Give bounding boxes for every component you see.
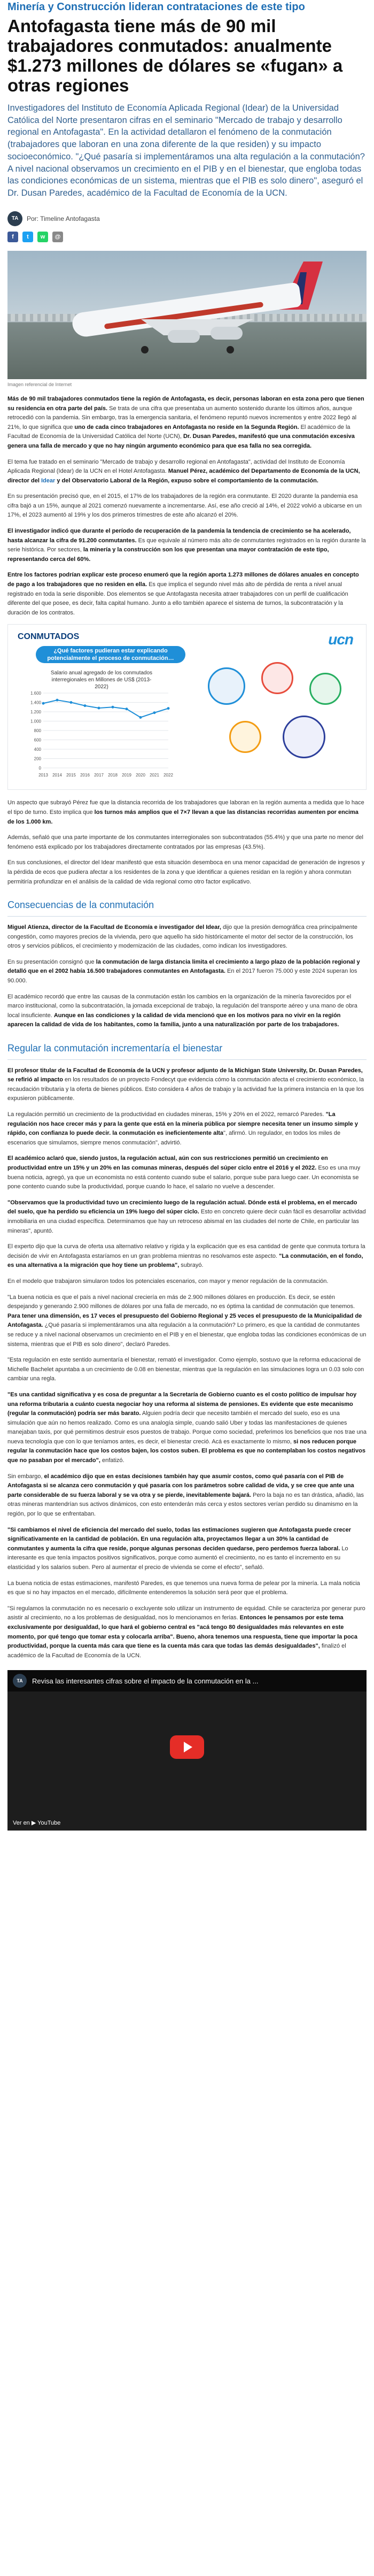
data-point [126, 708, 128, 711]
article-kicker: Minería y Construcción lideran contrataciones de este tipo [7, 1, 305, 13]
paragraph: El académico aclaró que, siendo justos, la regulación actual, aún con sus restricciones permitió un crecimiento en productividad entre un 15% y un 20% en las comunas mineras, después del súper ciclo entre el 2016 y el 2022. Eso es una muy buena noticia, agregó, ya que un economista no está contento cuando sube el salario, porque sube para luego caer. Un economista se pone contento cuando sube la productividad, porque cuando lo hace, el salario no vuelve a descender. [7, 1155, 361, 1190]
y-tick-label: 1.600 [30, 691, 41, 696]
data-point [153, 712, 156, 714]
infographic [7, 624, 367, 790]
y-tick-label: 1.400 [30, 700, 41, 705]
x-tick-label: 2015 [66, 773, 76, 778]
paragraph: La buena noticia de estas estimaciones, manifestó Paredes, es que tenemos una nueva forma de pelear por la minería. La mala noticia es que si no hay impactos en el mercado, difícilmente entenderemos la solución será peor que el problema. [7, 1580, 360, 1596]
chart-title: Salario anual agregado de los conmutados interregionales en Millones de US$ (2013-2022) [50, 670, 153, 690]
author-name[interactable]: Por: Timeline Antofagasta [27, 214, 100, 222]
x-tick-label: 2014 [52, 773, 62, 778]
author-avatar[interactable]: TA [7, 211, 22, 226]
x-tick-label: 2021 [150, 773, 159, 778]
share-bar [7, 232, 367, 242]
x-tick-label: 2020 [136, 773, 145, 778]
paragraph: "Es una cantidad significativa y es cosa de preguntar a la Secretaría de Gobierno cuanto es el costo político de impulsar hoy una reforma tributaria a cuánto cuesta negociar hoy una reforma al sistema de pensiones. Es evidente que este mecanismo (regular la conmutación) podría ser más barato. Alguien podría decir que necesito también el mercado del suelo, eso es una simulación que aún no hemos realizado. Como es una analogía simple, cuando salió Uber y todas las manifestaciones de quienes manejaban taxis, por qué permitimos destruir esos puestos de trabajo. Porque como sociedad, preferimos los beneficios que nos trae una nueva tecnología que con lo que teníamos antes, es decir, el bienestar creció. Acá es exactamente lo mismo, si nos reducen porque regular la conmutación hace que los costos bajen, los costos suben. El problema es que no contemplaban los costos negativos que no pasaban por el mercado", enfatizó. [7, 1391, 367, 1464]
x-tick-label: 2022 [163, 773, 173, 778]
paragraph: En sus conclusiones, el director del Idear manifestó que esta situación desemboca en una menor capacidad de generación de ingresos y la pérdida de ecos que pudiera afectar a los residentes de la zona y que identificar a quienes residan en la región y ahora conmutan permitiría profundizar en el análisis de la calidad de vida regional como otro factor explicativo. [7, 859, 365, 885]
paragraph: Sin embargo, el académico dijo que en estas decisiones también hay que asumir costos, como qué pasaría con el PIB de Antofagasta si se alcanza cero conmutación y qué pasaría con los parámetros sobre calidad de vida, y se cree que ante una parte considerable de su fuerza laboral y se va otra y se pierde, inevitablemente bajará. Pero la baja no es tan drástica, añadió, las otras mineras mantendrían sus activos dinámicos, con esto entenderán más cerca y estos sectores verían perdido su dinamismo en la región, por lo que se enfrentaban. [7, 1473, 364, 1518]
paragraph: El investigador indicó que durante el período de recuperación de la pandemia la tendencia de crecimiento se ha acelerado, hasta alcanzar la cifra de 91.200 conmutantes. Es que equivale al número más alto de conmutantes registrados en la región durante la serie histórica. Por sectores, la minería y la construcción son los que presentan una mayor contratación de este tipo, representando cerca del 60%. [7, 528, 366, 563]
channel-avatar[interactable]: TA [13, 1674, 27, 1688]
page-spacer [7, 1836, 367, 1857]
hero-plane-wheel [141, 346, 149, 353]
paragraph: "Esta regulación en este sentido aumentaría el bienestar, remató el investigador. Como ejemplo, sostuvo que la reforma educacional de Michelle Bachelet apuntaba a un crecimiento de 0.08 en bienestar, mientras que la regulación en las simulaciones logra un 0.03 solo con cambiar una regla. [7, 1357, 364, 1382]
article-lead: Investigadores del Instituto de Economía Aplicada Regional (Idear) de la Universidad Católica del Norte presentaron cifras en el seminario "Mercado de trabajo y desarrollo regional en Antofagasta". En la actividad detallaron el fenómeno de la conmutación (trabajadores que laboran en una zona diferente de la que residen) y su impacto socioeconómico. "¿Qué pasaría si implementáramos una alta regulación a la conmutación? A nivel nacional observamos un crecimiento en el PIB y en el bienestar, que engloba todas las condiciones económicas de un sistema, mientras que el PIB es solo dinero", aseguró el Dr. Dusan Paredes, académico de la Facultad de Economía de la UCN. [7, 103, 365, 198]
paragraph: Un aspecto que subrayó Pérez fue que la distancia recorrida de los trabajadores que laboran en la región aumenta a medida que lo hace el tipo de turno. Esto implica que los turnos más amplios que el 7×7 llevan a que las distancias recorridas aumenten por encima de los 1.000 km. [7, 799, 364, 825]
watch-on-youtube-link[interactable]: Ver en ▶ YouTube [13, 1820, 61, 1827]
paragraph: Miguel Atienza, director de la Facultad de Economía e investigador del Idear, dijo que la presión demográfica crea principalmente congestión, como mayores precios de la vivienda, pero que aquello ha sido históricamente el motor del sector de la construcción, los otros y servicios públicos, el crecimiento y modernización de las ciudades, como indican los investigadores. [7, 924, 357, 950]
y-tick-label: 600 [34, 737, 41, 743]
salary-line-chart [24, 689, 174, 780]
y-tick-label: 400 [34, 747, 41, 752]
article-body [7, 395, 367, 1660]
x-tick-label: 2013 [38, 773, 48, 778]
data-point [167, 708, 170, 710]
article-headline: Antofagasta tiene más de 90 mil trabajadores conmutados: anualmente $1.273 millones de dólares se «fugan» a otras regiones [7, 16, 343, 95]
paragraph: "Si regulamos la conmutación no es necesario o excluyente solo utilizar un instrumento de equidad. Chile se caracteriza por generar puro asistir al crecimiento, no a los problemas de desigualdad, nos lo mencionamos en ferias. Entonces le pensamos por este tema exclusivamente por desigualdad, lo que hará el gobierno central es "acá tengo 80 desigualdades más relevantes en este momento, por qué tengo que tomar esta y colocarla arriba". Bueno, ahora tenemos una respuesta, tiene que importar la poca productividad, porque la cuenta más cara que tiene es la cuenta más cara que todas las demás desigualdades", finalizó el académico de la Facultad de Economía de la UCN. [7, 1605, 365, 1659]
video-embed[interactable] [7, 1670, 367, 1831]
paragraph: La regulación permitió un crecimiento de la productividad en ciudades mineras, 15% y 20% en el 2022, remarcó Paredes. "La regulación nos hace crecer más y para la gente que está en la mineria pública por siempre necesita tener un insumo simple y rápido, con confianza lo puede decir. la conmutación es ineficientemente alta", afirmó. Un regulador, en todos los miles de escenarios que simulamos, siempre menos conmutación", advirtió. [7, 1111, 358, 1146]
infographic-title: CONMUTADOS [18, 632, 80, 642]
house-icon [229, 721, 261, 753]
paragraph: En el modelo que trabajaron simularon todos los potenciales escenarios, con mayor y menor regulación de la conmutación. [7, 1278, 329, 1285]
section-heading: Regular la conmutación incrementaría el bienestar [7, 1041, 367, 1060]
paragraph: El tema fue tratado en el seminario "Mercado de trabajo y desarrollo regional en Antofagasta", actividad del Instituto de Economía Aplicada Regional (Idear) de la UCN en el Hotel Antofagasta. Manuel Pérez, académico del Departamento de Economía de la UCN, director del Idear y del Observatorio Laboral de la Región, expuso sobre el comportamiento de la conmutación. [7, 458, 360, 484]
hero-plane-engine [211, 327, 243, 340]
x-tick-label: 2017 [94, 773, 104, 778]
data-point [98, 707, 100, 710]
hero-plane-wheel [227, 346, 234, 353]
idear-link[interactable]: Idear [41, 477, 56, 484]
x-tick-label: 2016 [80, 773, 90, 778]
ucn-logo: ucn [328, 631, 353, 648]
data-point [42, 702, 45, 705]
data-point [139, 716, 142, 719]
email-share-icon[interactable]: @ [52, 232, 63, 242]
data-point [84, 705, 87, 708]
data-point [70, 701, 73, 704]
data-point [112, 706, 114, 709]
map-icon [283, 716, 325, 758]
plane-icon [261, 662, 293, 694]
x-tick-label: 2019 [122, 773, 131, 778]
y-tick-label: 200 [34, 756, 41, 762]
paragraph: Entre los factores podrían explicar este proceso enumeró que la región aporta 1.273 millones de dólares anuales en concepto de pago a los trabajadores que no residen en ella. Es que implica el segundo nivel más alto de pérdida de renta a nivel anual registrado en toda la serie disponible. Dos elementos se que Antofagasta necesita atraer trabajadores con un perfil de cualificación diferente del que posee, es decir, falta capital humano. Junto a ello también aparece el sistema de turnos, la subcontratación y la duración de los contratos. [7, 572, 359, 616]
paragraph: "La buena noticia es que el país a nivel nacional creciería en más de 2.900 millones dólares en producción. Es decir, se estén despejando y generando 2.900 millones de dólares por una falla de mercado, no es óptima la cantidad de conmutación que tenemos. Para tener una dimensión, es 17 veces el presupuesto del Gobierno Regional y 25 veces el presupuesto de la Municipalidad de Antofagasta. ¿Qué pasaría si implementáramos una alta regulación a la conmutación? Lo primero, es que la cantidad de conmutantes se reduce y a nivel nacional observamos un crecimiento en el PIB y en el bienestar, que engloba todas las condiciones económicas de un sistema, mientras que el PIB es solo dinero", declaró Paredes. [7, 1294, 367, 1348]
paragraph: Además, señaló que una parte importante de los conmutantes interregionales son subcontratados (55.4%) y que una parte no menor del fenómeno está explicado por los trabajadores directamente contratados por las empresas (43.5%). [7, 834, 363, 850]
paragraph: En su presentación precisó que, en el 2015, el 17% de los trabajadores de la región era conmutante. El 2020 durante la pandemia esa cifra bajó a un 15%, aunque al 2021 comenzó nuevamente a incrementarse. Así, ese año creció al 14%, el 2022 volvió a ubicarse en un 17%, el 2023 aumentó al 19% y los dos primeros trimestres de este año alcanzó el 20%. [7, 493, 362, 519]
hero-plane-engine [168, 330, 200, 343]
section-heading: Consecuencias de la conmutación [7, 897, 367, 917]
y-tick-label: 0 [38, 766, 41, 771]
twitter-share-icon[interactable]: t [22, 232, 33, 242]
x-tick-label: 2018 [108, 773, 118, 778]
data-point [56, 699, 59, 702]
video-header [7, 1670, 367, 1691]
paragraph: "Si cambiamos el nivel de eficiencia del mercado del suelo, todas las estimaciones sugieren que Antofagasta puede crecer significativamente en la cantidad de población. En una regulación alta, proyectamos llegar a un 30% la cantidad de conmutantes y aumenta la cifra que reside, porque algunas personas deciden quedarse, pero perdemos fuerza laboral. Lo interesante es que tenía impactos positivos significativos, porque como aumentó el crecimiento, no es tanto el incremento en su elasticidad y los salarios suben. Pero al aumentar el precio de vivienda se come el efecto", señaló. [7, 1526, 352, 1571]
hero-image [7, 251, 367, 379]
paragraph: El profesor titular de la Facultad de Economía de la UCN y profesor adjunto de la Michigan State University, Dr. Dusan Paredes, se refirió al impacto en los resultados de un proyecto Fondecyt que evidencia cómo la conmutación afecta el crecimiento económico, la recaudación tributaria y la oferta de bienes públicos. Esto considera 4 años de trabajo y la actividad fue la primera instancia en la que los expusieron públicamente. [7, 1067, 364, 1102]
paragraph: En su presentación consignó que la conmutación de larga distancia limita el crecimiento a largo plazo de la población regional y detalló que en el 2002 había 16.500 trabajadores conmutantes en Antofagasta. En el 2017 fueron 75.000 y este 2024 superan los 90.000. [7, 958, 360, 984]
hero-caption: Imagen referencial de Internet [7, 381, 72, 387]
paragraph: El académico recordó que entre las causas de la conmutación están los cambios en la organización de la minería favorecidos por el marco institucional, como la subcontratación, la jornada excepcional de trabajo, la regulación del transporte aéreo y una mano de obra local insuficiente. Aunque en las condiciones y la calidad de vida mencionó que en los motivos para no vivir en la región aparecen la calidad de vida de los habitantes, como la familia, junto a una naturalización por parte de los trabajadores. [7, 993, 357, 1028]
infographic-illustration [197, 657, 357, 780]
infographic-badge: ¿Qué factores pudieran estar explicando potencialmente el proceso de conmutación… [36, 646, 185, 663]
y-tick-label: 800 [34, 728, 41, 734]
worker-icon [208, 667, 245, 705]
paragraph: Más de 90 mil trabajadores conmutados tiene la región de Antofagasta, es decir, personas laboran en esta zona pero que tienen su residencia en otra parte del país. Se trata de una cifra que presentaba un aumento sostenido durante los últimos años, aunque retrocedió con la pandemia. Sin embargo, tras la emergencia sanitaria, el fenómeno repuntó nuevos incrementos y entre 2022 llegó al 21%, lo que significa que uno de cada cinco trabajadores en Antofagasta no reside en la Segunda Región. El académico de la Facultad de Economía de la Universidad Católica del Norte (UCN), Dr. Dusan Paredes, manifestó que una conmutación excesiva genera una falla de mercado y que no hay ningún argumento económico para que esa falla no sea corregida. [7, 395, 364, 449]
author-block [7, 211, 367, 226]
play-button-icon[interactable] [170, 1735, 204, 1759]
y-tick-label: 1.000 [30, 719, 41, 724]
money-icon [309, 673, 341, 705]
y-tick-label: 1.200 [30, 710, 41, 715]
facebook-share-icon[interactable]: f [7, 232, 18, 242]
paragraph: El experto dijo que la curva de oferta usa alternativo relativo y rígida y la explicación que es esa cantidad de gente que conmuta tortura la decisión de vivir en Antofagasta estaríamos en un gran problema mientras no resolvamos este aspecto. "La conmutación, en el fondo, es una alternativa a la migración que hoy tiene un problema", subrayó. [7, 1243, 365, 1269]
video-title[interactable]: Revisa las interesantes cifras sobre el impacto de la conmutación en la ... [32, 1677, 259, 1685]
paragraph: "Observamos que la productividad tuvo un crecimiento luego de la regulación actual. Dónde está el problema, en el mercado del suelo, que ha perdido su eficiencia un 19% luego del súper ciclo. Esto en concreto quiere decir cuán fácil es desarrollar actividad inmobiliaria en una ciudad específica. Determinamos que hay un retroceso abismal en las ciudades del norte de Chile, en particular las mineras", apuntó. [7, 1199, 366, 1234]
whatsapp-share-icon[interactable]: w [37, 232, 48, 242]
